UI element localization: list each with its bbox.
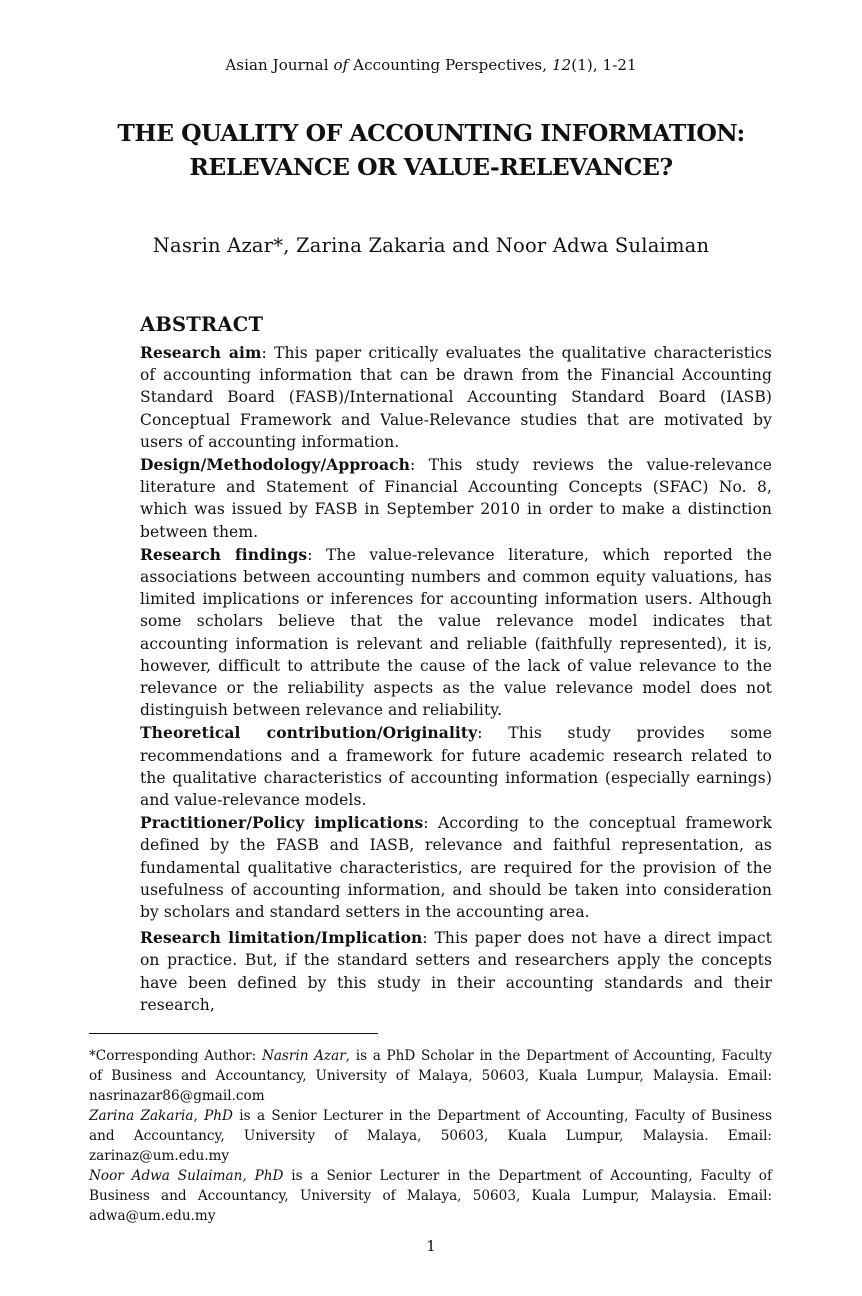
section-text: : This paper does not have a direct impact on practice. But, if the standard setters and researchers apply the concepts have been defined by this study in their accounting standards and their research, bbox=[140, 929, 773, 1014]
abstract-section-contribution bbox=[140, 722, 772, 811]
section-text: : The value-relevance literature, which reported the associations between accounting numbers and common equity valuations, has limited implications or inferences for accounting information users. Although some scholars believe that the value relevance model indicates that accounting information is relevant and reliable (faithfully represented), it is, however, difficult to attribute the cause of the lack of value relevance to the relevance or the reliability aspects as the value relevance model does not distinguish between relevance and reliability. bbox=[140, 545, 772, 720]
section-text: : This study provides some recommendations and a framework for future academic research related to the qualitative characteristics of accounting information (especially earnings) and value-relevance models. bbox=[140, 724, 772, 810]
journal-issue-pages: (1), 1-21 bbox=[571, 56, 637, 74]
footnote-author-name: Noor Adwa Sulaiman, PhD bbox=[89, 1168, 284, 1184]
abstract-section-findings bbox=[140, 544, 772, 722]
abstract-section-methodology bbox=[140, 454, 772, 543]
journal-name-of: of bbox=[333, 56, 349, 74]
footnote-author-2 bbox=[89, 1106, 772, 1166]
footnote-text: , is a PhD Scholar in the Department of Accounting, Faculty of Business and Accountancy, University of Malaya, 50603, Kuala Lumpur, Malaysia. Email: nasrinazar86@gmail.com bbox=[89, 1048, 772, 1104]
section-label: Research findings bbox=[140, 544, 308, 564]
section-text: : According to the conceptual framework defined by the FASB and IASB, relevance and faithful representation, as fundamental qualitative characteristics, are required for the provision of the usefulness of accounting information, and should be taken into consideration by scholars and standard setters in the accounting area. bbox=[140, 814, 772, 922]
author-list: Nasrin Azar*, Zarina Zakaria and Noor Adwa Sulaiman bbox=[152, 234, 710, 257]
footnote-prefix: *Corresponding Author: bbox=[89, 1048, 262, 1064]
running-head bbox=[0, 56, 862, 74]
abstract-heading: ABSTRACT bbox=[140, 313, 264, 336]
footnote-author-name: Zarina Zakaria, PhD bbox=[89, 1108, 233, 1124]
journal-volume: 12 bbox=[551, 56, 572, 74]
footnote-divider bbox=[89, 1033, 378, 1034]
page-number: 1 bbox=[426, 1237, 436, 1255]
footnote-text: is a Senior Lecturer in the Department of Accounting, Faculty of Business and Accountancy, University of Malaya, 50603, Kuala Lumpur, Malaysia. Email: zarinaz@um.edu.my bbox=[89, 1108, 772, 1164]
journal-name-prefix: Asian Journal bbox=[225, 56, 334, 74]
footnote-corresponding-author bbox=[89, 1046, 772, 1106]
section-label: Research limitation/Implication bbox=[140, 928, 423, 948]
abstract-section-limitation bbox=[140, 927, 772, 1016]
section-label: Practitioner/Policy implications bbox=[140, 813, 424, 833]
paper-title bbox=[60, 116, 802, 184]
footnote-author-name: Nasrin Azar bbox=[261, 1048, 346, 1064]
section-text: : This study reviews the value-relevance literature and Statement of Financial Accounting Concepts (SFAC) No. 8, which was issued by FASB in September 2010 in order to make a distinction between them. bbox=[140, 456, 772, 541]
title-line-2: RELEVANCE OR VALUE-RELEVANCE? bbox=[189, 153, 673, 181]
abstract-section-implications bbox=[140, 812, 772, 923]
title-line-1: THE QUALITY OF ACCOUNTING INFORMATION: bbox=[117, 119, 745, 147]
abstract-section-research-aim bbox=[140, 342, 772, 453]
section-label: Theoretical contribution/Originality bbox=[140, 723, 478, 743]
abstract-body bbox=[140, 342, 772, 1017]
footnote-text: is a Senior Lecturer in the Department of Accounting, Faculty of Business and Accountancy, University of Malaya, 50603, Kuala Lumpur, Malaysia. Email: adwa@um.edu.my bbox=[89, 1168, 772, 1224]
section-text: : This paper critically evaluates the qualitative characteristics of accounting information that can be drawn from the Financial Accounting Standard Board (FASB)/International Accounting Standard Board (IASB) Conceptual Framework and Value-Relevance studies that are motivated by users of accounting information. bbox=[140, 344, 772, 451]
footnotes bbox=[89, 1046, 772, 1226]
footnote-author-3 bbox=[89, 1166, 772, 1226]
section-label: Research aim bbox=[140, 343, 262, 362]
journal-name-suffix: Accounting Perspectives, bbox=[348, 56, 552, 74]
section-label: Design/Methodology/Approach bbox=[140, 455, 411, 475]
